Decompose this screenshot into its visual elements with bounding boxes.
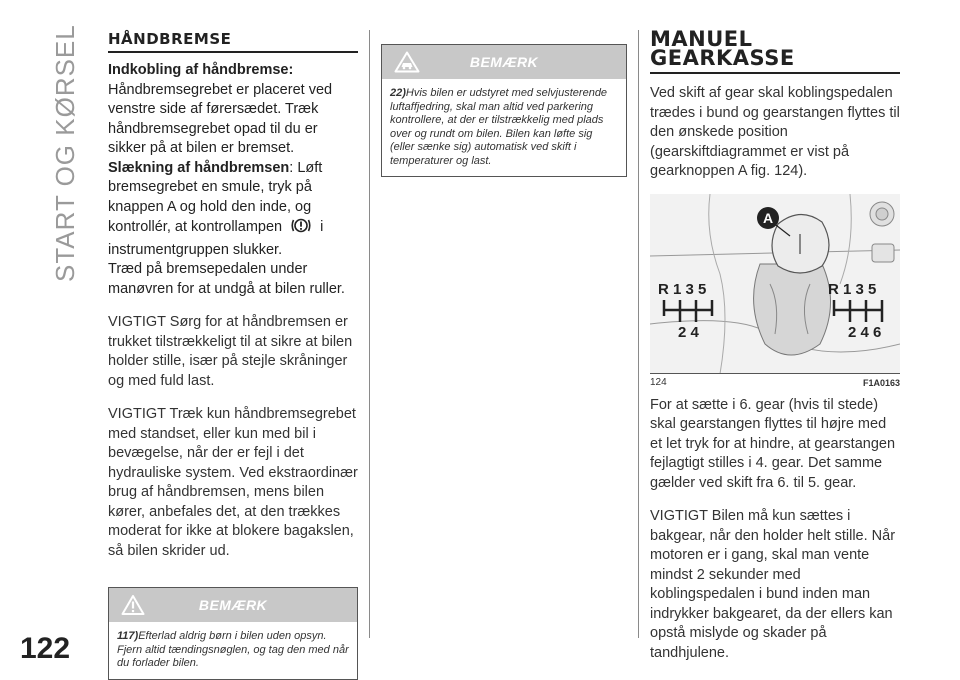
- sixth-gear-paragraph: For at sætte i 6. gear (hvis til stede) skal gearstangen flyttes til højre med et let tryk for at hindre, at gearstangen fejlagtigt stilles i 4. gear. Det samme gælder ved skift fra 6. til 5. gear.: [650, 396, 896, 491]
- chapter-title: START OG KØRSEL: [50, 24, 80, 282]
- column-divider: [369, 30, 370, 638]
- note-box-title: BEMÆRK: [469, 54, 539, 70]
- engage-text: Håndbremsegrebet er placeret ved venstre side af førersædet. Træk håndbremsegrebet opad til du er sikker på at bilen er bremset.: [108, 81, 333, 156]
- gear-pattern-left-top: R 1 3 5: [658, 280, 707, 298]
- warning-box-title: BEMÆRK: [198, 597, 268, 613]
- gear-knob-figure: [650, 194, 900, 388]
- figure-number: 124: [650, 376, 667, 388]
- release-title: Slækning af håndbremsen: [108, 159, 290, 176]
- warning-box: [108, 587, 358, 680]
- handbrake-column: [108, 30, 358, 680]
- section-heading: [650, 27, 900, 74]
- callout-label: A: [762, 209, 774, 226]
- heading-line-2: GEARKASSE: [650, 46, 795, 70]
- gear-pattern-right-top: R 1 3 5: [828, 280, 877, 298]
- note-text: Hvis bilen er udstyret med selvjusterende luftaffjedring, skal man altid ved parkering kontrollere, at der er tilstrækkelig med plads over og rundt om bilen. Bilen kan løfte sig (eller sænke sig) automatisk ved skift i temperaturer og last.: [390, 87, 608, 167]
- chapter-side-label: [48, 24, 88, 282]
- release-text: : Løft bremsegrebet en smule, tryk på knappen A og hold den inde, og kontrollér, at kontrollampen: [108, 159, 323, 235]
- note-number: 117): [117, 630, 139, 642]
- gear-knob-illustration: [650, 194, 900, 374]
- note-column: [381, 30, 627, 177]
- note-box: [381, 44, 627, 177]
- note-text: Efterlad aldrig børn i bilen uden opsyn. Fjern altid tændingsnøglen, og tag den med når du forlader bilen.: [117, 630, 349, 669]
- page-number: 122: [20, 632, 71, 665]
- section-heading: HÅNDBREMSE: [108, 30, 358, 53]
- brake-warning-lamp-icon: [289, 217, 313, 241]
- warning-box-body: [109, 622, 357, 679]
- note-box-header: [382, 45, 626, 79]
- gear-pattern-left-bottom: 2 4: [678, 323, 699, 341]
- gearbox-column: [650, 27, 900, 663]
- important-note-2: VIGTIGT Træk kun håndbremsegrebet med standset, eller kun med bil i bevægelse, når der er fejl i det hydrauliske system. Ved ekstraordinær brug af håndbremsen, mens bilen kører, anbefales det, at den trækkes moderat for ikke at blokere bagakslen, så bilen skrider ud.: [108, 406, 358, 559]
- reverse-gear-paragraph: VIGTIGT Bilen må kun sættes i bakgear, når den holder helt stille. Når motoren er i gang, skal man vente mindst 2 sekunder med koblingspedalen i bund inden man indrykker bakgearet, da der ellers kan opstå mislyde og skader på tandhjulene.: [650, 508, 896, 661]
- note-number: 22): [390, 87, 406, 99]
- engage-title: Indkobling af håndbremse:: [108, 62, 294, 78]
- column-divider: [638, 30, 639, 638]
- note-box-body: [382, 79, 626, 176]
- heading-line-1: MANUEL: [650, 27, 753, 51]
- gear-pattern-right-bottom: 2 4 6: [848, 323, 882, 341]
- intro-paragraph: Ved skift af gear skal koblingspedalen trædes i bund og gearstangen flyttes til den ønskede position (gearskiftdiagrammet er vist på gearknoppen A fig. 124).: [650, 85, 900, 179]
- release-text-cont: i instrumentgruppen slukker.: [108, 219, 324, 258]
- warning-box-header: [109, 588, 357, 622]
- figure-code: F1A0163: [862, 377, 900, 388]
- release-advice: Træd på bremsepedalen under manøvren for at undgå at bilen ruller.: [108, 261, 345, 297]
- engage-paragraph: [108, 61, 358, 299]
- important-note-1: VIGTIGT Sørg for at håndbremsen er trukket tilstrækkeligt til at sikre at bilen holder stille, især på stejle skråninger og med fuld last.: [108, 314, 353, 389]
